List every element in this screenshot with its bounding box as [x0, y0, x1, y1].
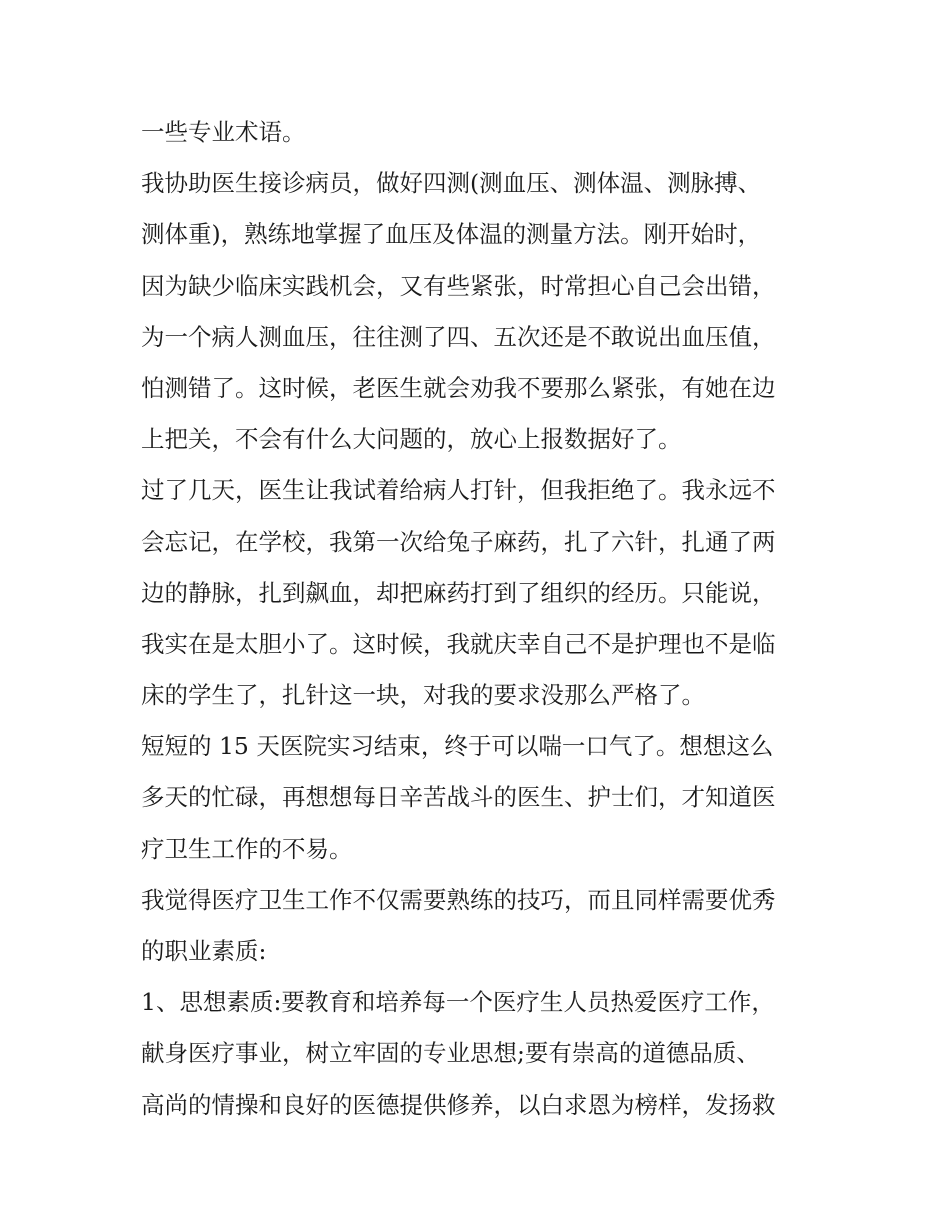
text-line: 为一个病人测血压，往往测了四、五次还是不敢说出血压值，	[141, 322, 776, 351]
text-line: 过了几天，医生让我试着给病人打针，但我拒绝了。我永远不	[141, 476, 776, 505]
text-line: 边的静脉，扎到飙血，却把麻药打到了组织的经历。只能说，	[141, 578, 776, 607]
text-line: 会忘记，在学校，我第一次给兔子麻药，扎了六针，扎通了两	[141, 527, 776, 556]
body-text	[141, 107, 831, 1131]
text-line: 献身医疗事业，树立牢固的专业思想;要有崇高的道德品质、	[141, 1039, 760, 1068]
text-line: 怕测错了。这时候，老医生就会劝我不要那么紧张，有她在边	[141, 373, 776, 402]
text-line: 因为缺少临床实践机会，又有些紧张，时常担心自己会出错，	[141, 271, 776, 300]
text-line: 多天的忙碌，再想想每日辛苦战斗的医生、护士们，才知道医	[141, 783, 776, 812]
text-line: 疗卫生工作的不易。	[141, 834, 353, 863]
text-line: 上把关，不会有什么大问题的，放心上报数据好了。	[141, 425, 682, 454]
text-line: 高尚的情操和良好的医德提供修养，以白求恩为榜样，发扬救	[141, 1090, 776, 1119]
text-line: 的职业素质:	[141, 937, 267, 965]
text-line: 我协助医生接诊病员，做好四测(测血压、测体温、测脉搏、	[141, 169, 762, 198]
text-line: 短短的 15 天医院实习结束，终于可以喘一口气了。想想这么	[141, 732, 774, 761]
text-line: 一些专业术语。	[141, 118, 306, 146]
text-line: 我实在是太胆小了。这时候，我就庆幸自己不是护理也不是临	[141, 629, 776, 658]
text-line: 1、思想素质:要教育和培养每一个医疗生人员热爱医疗工作，	[141, 988, 775, 1017]
text-line: 床的学生了，扎针这一块，对我的要求没那么严格了。	[141, 681, 705, 710]
text-line: 我觉得医疗卫生工作不仅需要熟练的技巧，而且同样需要优秀	[141, 885, 776, 914]
text-line: 测体重)，熟练地掌握了血压及体温的测量方法。刚开始时，	[141, 220, 762, 249]
